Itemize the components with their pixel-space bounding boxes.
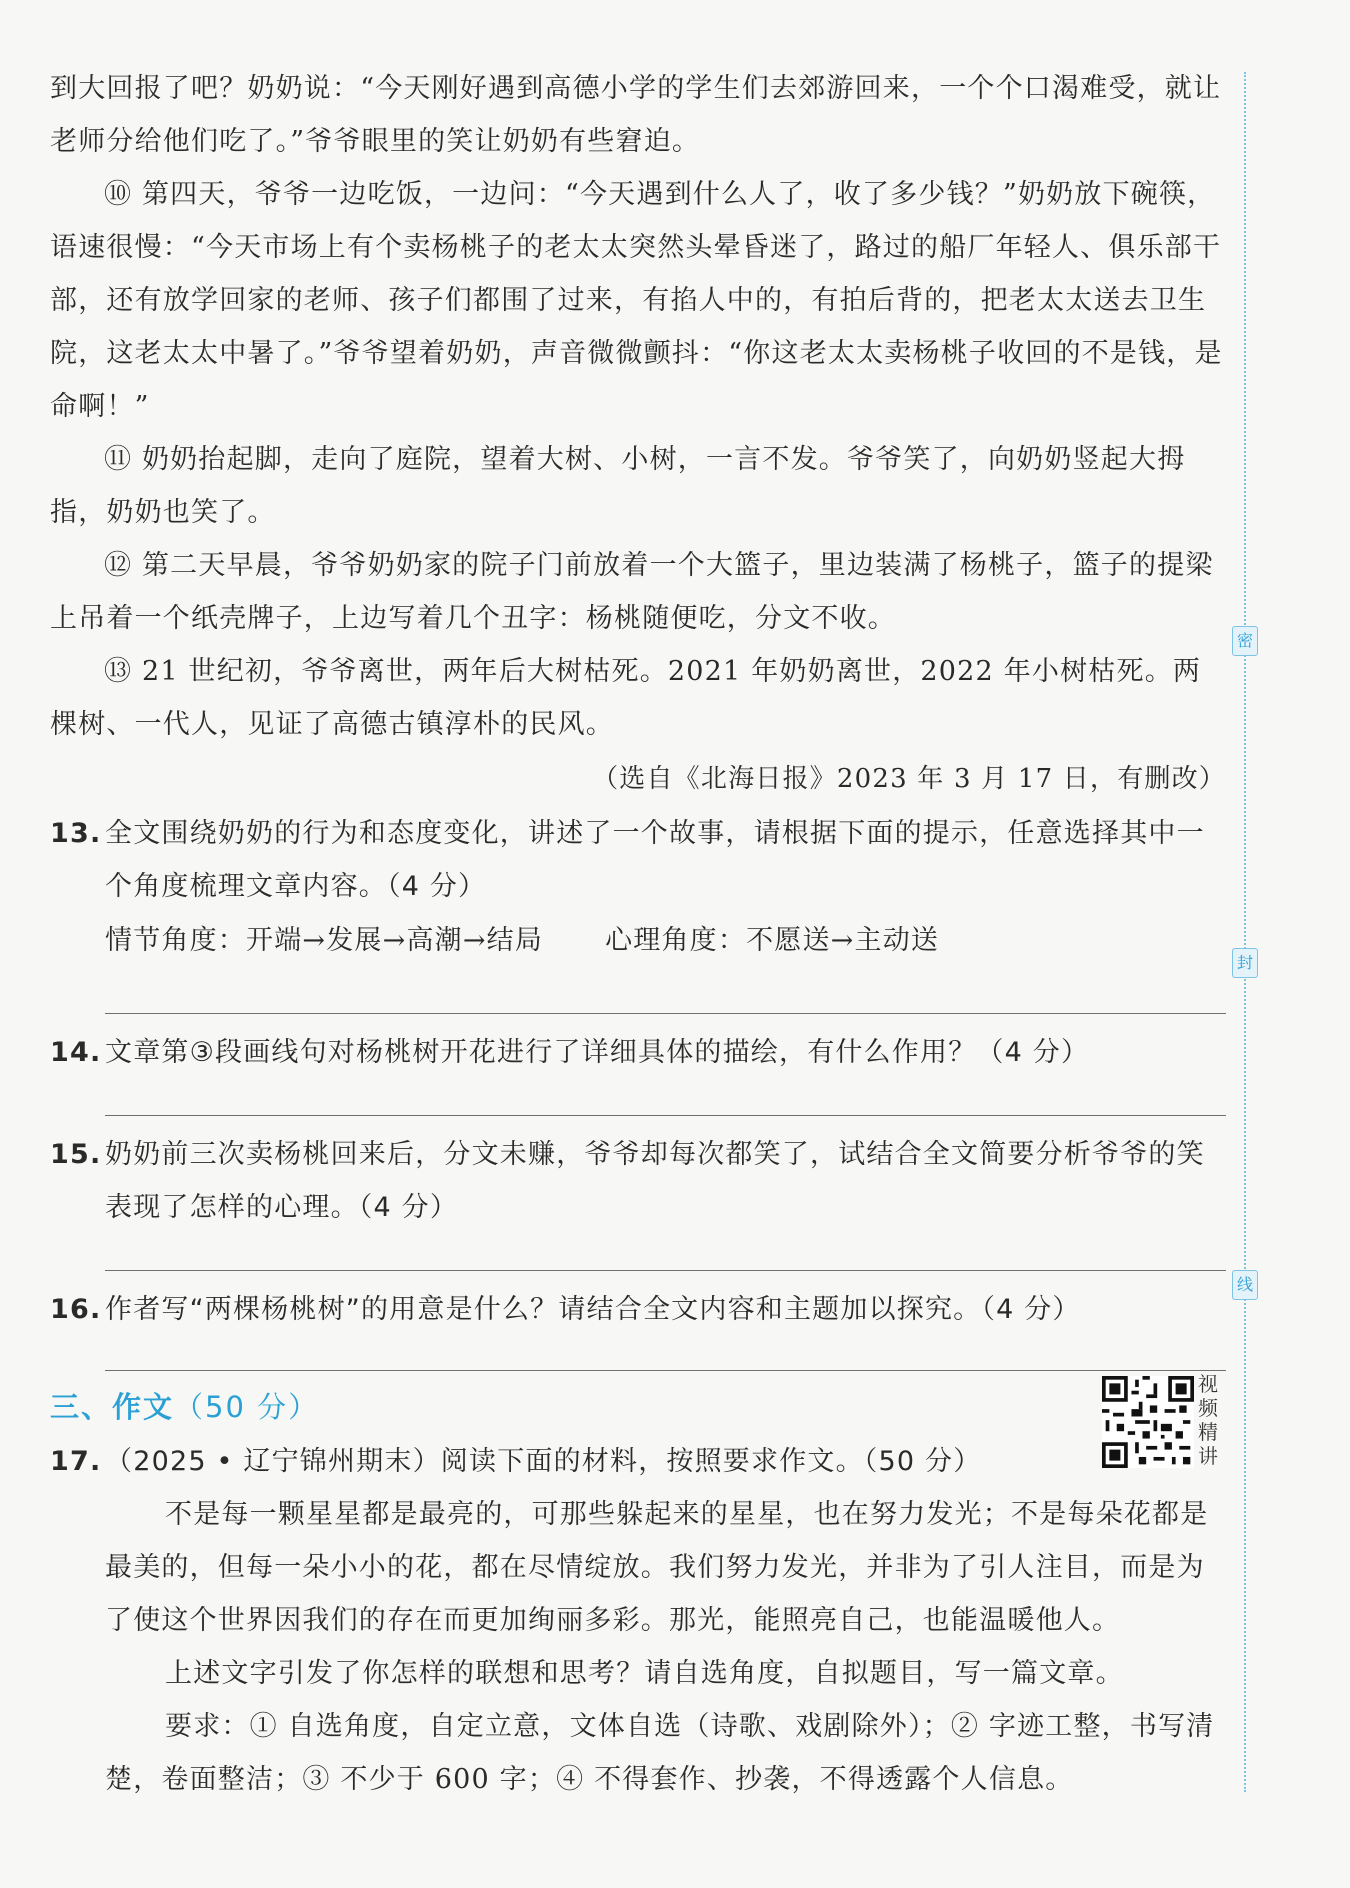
question-text: 全文围绕奶奶的行为和态度变化，讲述了一个故事，请根据下面的提示，任意选择其中一个角度梳理文章内容。（4 分） <box>105 818 1205 902</box>
question-number: 16. <box>50 1294 102 1325</box>
section-title-composition <box>50 1379 1226 1435</box>
question-number: 14. <box>50 1037 102 1068</box>
passage-paragraph-10: ⑩ 第四天，爷爷一边吃饭，一边问：“今天遇到什么人了，收了多少钱？”奶奶放下碗筷，语速很慢：“今天市场上有个卖杨桃子的老太太突然头晕昏迷了，路过的船厂年轻人、俱乐部干部，还有放学回家的老师、孩子们都围了过来，有掐人中的，有拍后背的，把老太太送去卫生院，这老太太中暑了。”爷爷望着奶奶，声音微微颤抖：“你这老太太卖杨桃子收回的不是钱，是命啊！” <box>50 179 1223 422</box>
question-16 <box>50 1283 1226 1336</box>
passage-paragraph-continued: 到大回报了吧？奶奶说：“今天刚好遇到高德小学的学生们去郊游回来，一个个口渴难受，就让老师分给他们吃了。”爷爷眼里的笑让奶奶有些窘迫。 <box>50 73 1222 157</box>
essay-requirements: 要求：① 自选角度，自定立意，文体自选（诗歌、戏剧除外）；② 字迹工整，书写清楚，卷面整洁；③ 不少于 600 字；④ 不得套作、抄袭，不得透露个人信息。 <box>105 1711 1215 1795</box>
binding-mark-line: 线 <box>1232 1270 1258 1300</box>
question-15 <box>50 1128 1226 1234</box>
hint-mind-angle: 心理角度：不愿送→主动送 <box>605 925 940 956</box>
question-13-hints <box>50 913 1226 969</box>
binding-dotted-line <box>1244 72 1246 1792</box>
passage-paragraph-12: ⑫ 第二天早晨，爷爷奶奶家的院子门前放着一个大篮子，里边装满了杨桃子，篮子的提梁上吊着一个纸壳牌子，上边写着几个丑字：杨桃随便吃，分文不收。 <box>50 550 1214 634</box>
question-text: （2025 • 辽宁锦州期末）阅读下面的材料，按照要求作文。（50 分） <box>105 1446 982 1477</box>
question-number: 17. <box>50 1446 102 1477</box>
passage-source: （选自《北海日报》2023 年 3 月 17 日，有删改） <box>592 764 1226 794</box>
qr-video-label: 视 频 精 讲 <box>1198 1372 1218 1468</box>
question-text: 奶奶前三次卖杨桃回来后，分文未赚，爷爷却每次都笑了，试结合全文简要分析爷爷的笑表现了怎样的心理。（4 分） <box>105 1139 1205 1223</box>
binding-mark-seal: 封 <box>1232 948 1258 978</box>
question-number: 13. <box>50 818 102 849</box>
passage-paragraph-11: ⑪ 奶奶抬起脚，走向了庭院，望着大树、小树，一言不发。爷爷笑了，向奶奶竖起大拇指，奶奶也笑了。 <box>50 444 1186 528</box>
question-14 <box>50 1026 1226 1079</box>
passage-paragraph-13: ⑬ 21 世纪初，爷爷离世，两年后大树枯死。2021 年奶奶离世，2022 年小树枯死。两棵树、一代人，见证了高德古镇淳朴的民风。 <box>50 656 1202 740</box>
binding-mark-seal: 密 <box>1232 626 1258 656</box>
question-13 <box>50 807 1226 913</box>
qr-code-icon[interactable] <box>1102 1376 1194 1468</box>
section-score: （50 分） <box>174 1390 320 1424</box>
page-content <box>50 62 1226 1806</box>
question-text: 文章第③段画线句对杨桃树开花进行了详细具体的描绘，有什么作用？（4 分） <box>105 1037 1090 1068</box>
essay-material: 不是每一颗星星都是最亮的，可那些躲起来的星星，也在努力发光；不是每朵花都是最美的，但每一朵小小的花，都在尽情绽放。我们努力发光，并非为了引人注目，而是为了使这个世界因我们的存在而更加绚丽多彩。那光，能照亮自己，也能温暖他人。 <box>105 1499 1209 1636</box>
question-17 <box>50 1435 1226 1488</box>
question-text: 作者写“两棵杨桃树”的用意是什么？请结合全文内容和主题加以探究。（4 分） <box>105 1294 1081 1325</box>
section-title-text: 三、作文 <box>50 1390 175 1424</box>
hint-plot-angle: 情节角度：开端→发展→高潮→结局 <box>105 925 544 956</box>
essay-prompt: 上述文字引发了你怎样的联想和思考？请自选角度，自拟题目，写一篇文章。 <box>165 1658 1124 1689</box>
question-number: 15. <box>50 1139 102 1170</box>
